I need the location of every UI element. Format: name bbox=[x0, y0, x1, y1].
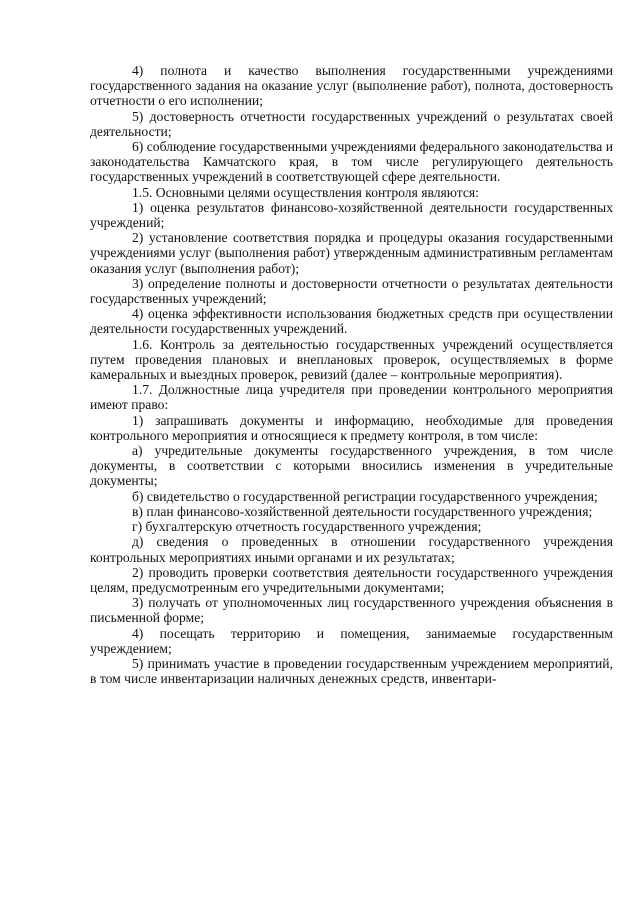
document-body bbox=[90, 63, 613, 686]
paragraph-4: 1.5. Основными целями осуществления контроля являются: bbox=[132, 184, 479, 200]
paragraph-5: 1) оценка результатов финансово-хозяйственной деятельности государственных учреждений; bbox=[90, 199, 613, 231]
paragraph-17: 2) проводить проверки соответствия деятельности государственного учреждения целям, предусмотренным его учредительными документами; bbox=[90, 564, 613, 595]
paragraph-14: в) план финансово-хозяйственной деятельности государственного учреждения; bbox=[132, 503, 593, 519]
paragraph-16: д) сведения о проведенных в отношении государственного учреждения контрольных мероприятиях иными органами и их результатах; bbox=[90, 534, 613, 565]
paragraph-19: 4) посещать территорию и помещения, занимаемые государственным учреждением; bbox=[90, 625, 613, 656]
paragraph-2: 5) достоверность отчетности государственных учреждений о результатах своей деятельности; bbox=[90, 108, 613, 139]
paragraph-10: 1.7. Должностные лица учредителя при проведении контрольного мероприятия имеют право: bbox=[90, 382, 613, 413]
paragraph-8: 4) оценка эффективности использования бюджетных средств при осуществлении деятельности государственных учреждений. bbox=[90, 306, 613, 337]
paragraph-9: 1.6. Контроль за деятельностью государственных учреждений осуществляется путем проведения плановых и внеплановых проверок, осуществляемых в форме камеральных и выездных проверок, ревизий (далее – контрольные мероприятия). bbox=[90, 336, 613, 383]
paragraph-12: а) учредительные документы государственного учреждения, в том числе документы, в соответствии с которыми вносились изменения в учредительные документы; bbox=[90, 443, 613, 489]
paragraph-1: 4) полнота и качество выполнения государственными учреждениями государственного задания на оказание услуг (выполнение работ), полнота, достоверность отчетности о его исполнении; bbox=[90, 63, 613, 109]
paragraph-13: б) свидетельство о государственной регистрации государственного учреждения; bbox=[132, 488, 598, 504]
paragraph-20: 5) принимать участие в проведении государственным учреждением мероприятий, в том числе инвентаризации наличных денежных средств, инвентари- bbox=[90, 655, 613, 687]
paragraph-15: г) бухгалтерскую отчетность государственного учреждения; bbox=[132, 519, 482, 535]
paragraph-3: 6) соблюдение государственными учреждениями федерального законодательства и законодательства Камчатского края, в том числе регулирующего деятельность государственных учреждений в соответствующей сфере деятельности. bbox=[90, 139, 613, 185]
paragraph-6: 2) установление соответствия порядка и процедуры оказания государственными учреждениями услуг (выполнения работ) утвержденным административным регламентам оказания услуг (выполнения работ); bbox=[90, 230, 613, 276]
paragraph-11: 1) запрашивать документы и информацию, необходимые для проведения контрольного мероприятия и относящиеся к предмету контроля, в том числе: bbox=[90, 412, 613, 443]
paragraph-7: 3) определение полноты и достоверности отчетности о результатах деятельности государственных учреждений; bbox=[90, 275, 613, 307]
paragraph-18: 3) получать от уполномоченных лиц государственного учреждения объяснения в письменной форме; bbox=[90, 595, 613, 626]
